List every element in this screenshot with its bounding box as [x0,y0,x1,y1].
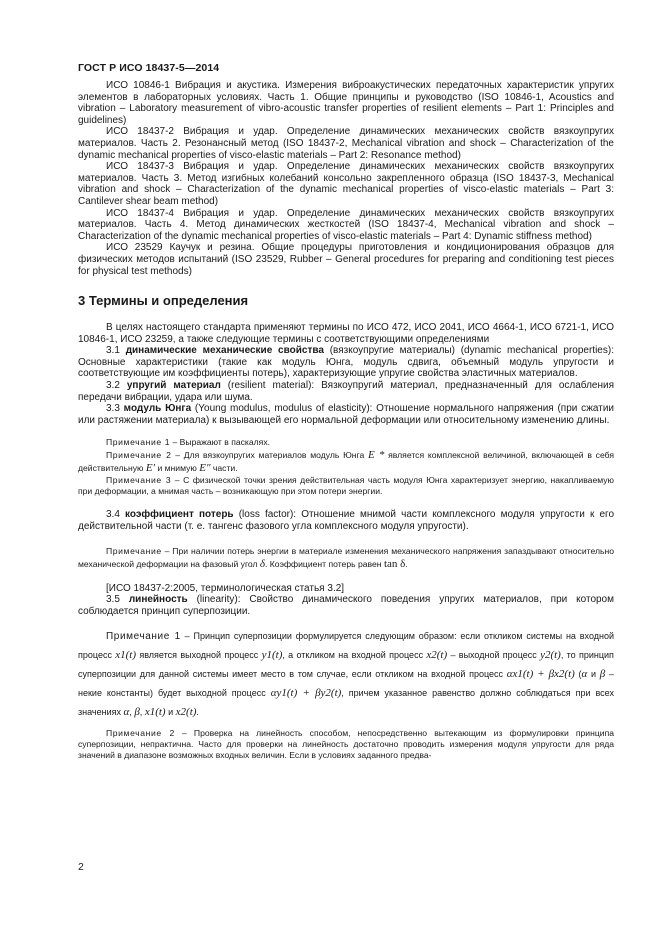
note-text: , а откликом на входной процесс [282,650,424,661]
note-label: Примечание 2 [106,450,172,461]
source-reference: [ИСО 18437-2:2005, терминологическая статья 3.2] [106,582,345,594]
note-text: – Проверка на линейность способом, непосредственно вытекающим из формулировки принципа суперпозиции, непрактична. Часто для проверки на линейность достаточно проводить измерения модуля упругости для ряда значений в диапазоне возможных входных величин. Если в условиях заданного предва- [78,728,615,761]
term-definition: (loss factor): Отношение мнимой части комплексного модуля упругости к его действительной части (т. е. тангенс фазового угла комплексного модуля упругости). [78,509,615,533]
note-3-5-1 [78,627,614,722]
reference-iso-10846-1: ИСО 10846-1 Вибрация и акустика. Измерения виброакустических передаточных характеристик упругих элементов в лабораторных условиях. Часть 1. Общие принципы и руководство (ISO 10846-1, Acoustics and vibration – Laboratory measurement of vibro-acoustic transfer properties of resilient elements – Part 1: Principles and guidelines) [78,80,614,126]
note-3-5-2 [78,728,614,761]
symbol-x2: x2(t) [426,649,448,662]
note-text: и [591,669,597,680]
note-text: , [129,707,132,718]
note-text: . Коэффициент потерь равен [265,558,382,569]
reference-iso-23529: ИСО 23529 Каучук и резина. Общие процедуры приготовления и кондиционирования образцов для физических методов испытаний (ISO 23529, Rubber – General procedures for preparing and conditioning test pieces for physical test methods) [78,242,614,277]
symbol-e-complex: E * [368,449,385,462]
note-text: , то принцип суперпозиции для данной системы имеет место в том случае, если откликом на входной процесс [78,650,614,680]
section-intro: В целях настоящего стандарта применяют термины по ИСО 472, ИСО 2041, ИСО 4664-1, ИСО 6721-1, ИСО 10846-1, ИСО 23259, а также следующие термины с соответствующими определениями [78,322,614,345]
term-number: 3.2 [106,380,120,392]
note-text: – Для вязкоупругих материалов модуль Юнга [175,450,365,461]
note-text: и [168,707,174,718]
symbol-e-real: E′ [145,462,156,475]
note-text: – выходной процесс [450,650,537,661]
note-text: . [405,558,408,569]
term-number: 3.5 [106,594,120,606]
term-definition: (resilient material): Вязкоупругий материал, предназначенный для ослабления передачи вибрации, удара или шума. [78,380,614,403]
term-number: 3.1 [106,345,120,357]
term-3-2 [78,380,614,403]
reference-iso-18437-2: ИСО 18437-2 Вибрация и удар. Определение динамических механических свойств вязкоупругих материалов. Часть 2. Резонансный метод (ISO 18437-2, Mechanical vibration and shock – Characterization of the dynamic mechanical properties of visco-elastic materials – Part 2: Resonance method) [78,126,614,161]
note-text: – Принцип суперпозиции формулируется следующим образом: если откликом системы на входной процесс [78,631,615,661]
note-label: Примечание 3 [106,475,172,486]
note-text: части. [212,463,238,474]
page-number: 2 [78,861,84,873]
term-definition: (вязкоупругие материалы) (dynamic mechanical properties): Основные характеристики (такие как модуль Юнга, модуль сдвига, объемный модуль упругости и соответствующие им коэффициенты потерь), характеризующие упругие свойства эластичных материалов. [78,345,614,380]
term-3-5 [78,594,614,617]
term-name: коэффициент потерь [125,509,234,521]
term-definition: (linearity): Свойство динамического поведения упругих материалов, при котором соблюдается принцип суперпозиции. [78,594,614,617]
section-heading: 3 Термины и определения [78,293,249,309]
note-label: Примечание [106,545,162,556]
note-text: – Выражают в паскалях. [172,437,271,448]
term-3-4 [78,509,614,532]
symbol-x1: x1(t) [115,649,137,662]
symbol-beta: β [599,668,606,681]
symbol-alpha: α [123,706,130,719]
note-text: – С физической точки зрения действительная часть модуля Юнга характеризует энергию, накапливаемую при деформации, а мнимая часть – возникающую при этом потери энергии. [78,475,614,497]
term-3-3 [78,403,614,426]
symbol-beta: β [134,706,140,719]
symbol-x2: x2(t) [175,706,197,719]
symbol-y1: y1(t) [261,649,283,662]
symbol-x1: x1(t) [144,706,166,719]
term-name: линейность [128,594,188,606]
note-3-3-2 [78,449,614,475]
term-number: 3.3 [106,403,120,415]
page-content [78,80,614,761]
formula-output-sum: αy1(t) + βy2(t) [270,687,342,700]
note-3-3-3 [78,475,614,497]
symbol-y2: y2(t) [540,649,561,662]
symbol-tan-delta: tan δ [383,557,406,570]
term-3-1 [78,345,614,380]
term-definition: (Young modulus, modulus of elasticity): Отношение нормального напряжения (при сжатии или растяжении материала) к вызывающей его нормальной деформации или относительному изменению длины. [78,403,615,426]
symbol-delta: δ [259,557,266,570]
symbol-alpha: α [581,668,588,681]
note-text: является комплексной величиной, включающей в себя действительную [78,450,615,474]
note-label: Примечание 1 [106,437,171,448]
note-text: – некие константы) будет выходной процесс [78,669,614,699]
note-text: . [196,707,199,718]
note-text: , [139,707,143,718]
document-header: ГОСТ Р ИСО 18437-5—2014 [78,62,220,74]
formula-input-sum: αx1(t) + βx2(t) [506,668,575,681]
note-text: – При наличии потерь энергии в материале изменения механического напряжения запаздывают относительно механической деформации на фазовый угол [78,545,614,569]
term-name: упругий материал [126,380,221,392]
note-3-4 [78,545,614,571]
note-text: и мнимую [157,463,197,474]
reference-iso-18437-4: ИСО 18437-4 Вибрация и удар. Определение динамических механических свойств вязкоупругих материалов. Часть 4. Метод динамических жесткостей (ISO 18437-4, Mechanical vibration and shock – Characterization of the dynamic mechanical properties of visco-elastic materials – Part 4: Dynamic stiffness method) [78,207,614,242]
note-label: Примечание 1 [106,631,181,643]
note-label: Примечание 2 [106,728,175,739]
reference-iso-18437-3: ИСО 18437-3 Вибрация и удар. Определение динамических механических свойств вязкоупругих материалов. Часть 3. Метод изгибных колебаний консольно закрепленного образца (ISO 18437-3, Mechanical vibration and shock – Characterization of the dynamic mechanical properties of visco-elastic materials – Part 3: Cantilever shear beam method) [78,161,614,207]
term-number: 3.4 [106,509,120,521]
note-3-3-1 [78,436,614,449]
term-name: динамические механические свойства [125,345,324,357]
note-text: , причем указанное равенство должно соблюдаться при всех значениях [78,688,614,718]
term-name: модуль Юнга [123,403,192,415]
note-text: ( [578,669,582,680]
symbol-e-imag: E″ [199,462,211,475]
note-text: является выходной процесс [139,650,259,661]
